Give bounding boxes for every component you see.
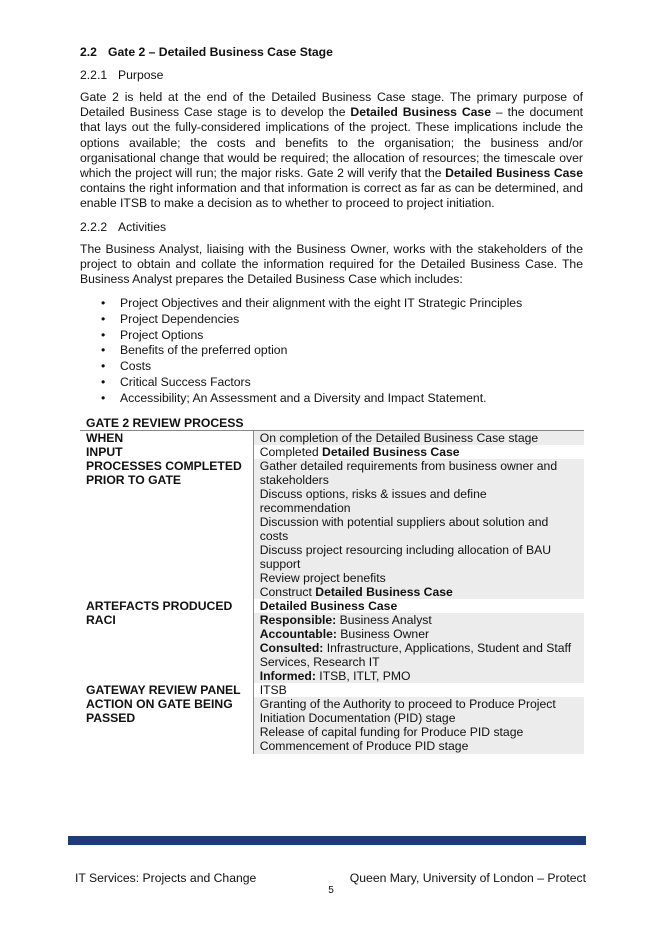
list-item-text: Project Dependencies [120,311,240,326]
raci-text: Business Owner [336,627,430,641]
bullet-icon: • [101,296,106,310]
activities-paragraph: The Business Analyst, liaising with the Business Owner, works with the stakeholders of the project to obtain and collate the information required for the Detailed Business Case. The Business Analyst prepares the Detailed Business Case which includes: [80,242,583,287]
bullet-icon: • [101,327,106,342]
row-label: ARTEFACTS PRODUCED [80,599,253,613]
row-value [253,697,584,754]
input-prefix: Completed [259,445,323,459]
raci-text: ITSB, ITLT, PMO [315,669,411,683]
bullet-icon: • [101,343,106,358]
list-item [80,391,522,407]
raci-accountable [260,627,580,641]
activities-title: Activities [118,220,167,234]
list-item-text: Costs [120,359,152,374]
table-row [80,683,584,697]
purpose-text-3: contains the right information and that information is correct as far as can be determined, and enable ITSB to make a decision as to whether to proceed to project initiation. [80,181,583,211]
list-item [80,359,522,375]
table-row [80,445,584,459]
purpose-heading [80,68,163,82]
table-row [80,697,584,754]
row-value: Detailed Business Case [259,599,398,613]
section-heading [80,45,333,59]
process-line: Discuss options, risks & issues and define recommendation [259,487,487,515]
action-line: Granting of the Authority to proceed to Produce Project Initiation Documentation (PID) stage [259,697,556,725]
list-item [80,312,522,328]
review-table-title: GATE 2 REVIEW PROCESS [86,416,244,430]
process-line: Discussion with potential suppliers about solution and costs [259,515,549,543]
footer-right-text: Queen Mary, University of London – Protect [349,871,586,885]
process-line: Review project benefits [259,571,386,585]
activities-list [80,296,522,407]
row-label: INPUT [80,445,253,459]
row-label: PROCESSES COMPLETED PRIOR TO GATE [80,459,253,599]
input-bold: Detailed Business Case [322,445,460,459]
review-table [80,430,584,754]
row-label: ACTION ON GATE BEING PASSED [80,697,253,754]
table-row [80,459,584,599]
process-prefix: Construct [259,585,316,599]
action-line: Commencement of Produce PID stage [259,739,469,753]
table-row [80,613,584,683]
process-line: Discuss project resourcing including allocation of BAU support [259,543,552,571]
process-line [260,585,580,599]
process-line: Gather detailed requirements from business owner and stakeholders [259,459,558,487]
raci-label: Responsible: [259,613,337,627]
row-value [253,459,584,599]
page-number: 5 [328,885,334,896]
list-item-text: Project Options [120,327,204,342]
process-bold: Detailed Business Case [315,585,453,599]
purpose-text-1: Gate 2 is held at the end of the Detailed Business Case stage. The primary purpose of Detailed Business Case stage is to develop the [80,90,583,120]
activities-heading [80,220,166,234]
list-item [80,328,522,344]
purpose-bold-2: Detailed Business Case [445,166,583,181]
row-value [253,613,584,683]
purpose-bold-1: Detailed Business Case [350,105,491,120]
raci-label: Informed: [259,669,316,683]
list-item-text: Project Objectives and their alignment with the eight IT Strategic Principles [120,296,523,310]
list-item [80,375,522,391]
list-item-text: Accessibility; An Assessment and a Diversity and Impact Statement. [120,390,487,405]
raci-label: Consulted: [259,641,324,655]
list-item-text: Critical Success Factors [120,374,251,389]
raci-label: Accountable: [259,627,337,641]
raci-text: Business Analyst [336,613,432,627]
activities-number: 2.2.2 [80,220,108,234]
section-number: 2.2 [80,45,97,59]
bullet-icon: • [101,374,106,389]
section-title: Gate 2 – Detailed Business Case Stage [108,45,333,59]
purpose-paragraph [80,90,583,212]
bullet-icon: • [101,359,106,374]
purpose-number: 2.2.1 [80,68,108,82]
row-label: RACI [80,613,253,683]
bullet-icon: • [101,311,106,326]
row-value [253,445,584,459]
purpose-text-2: – the document that lays out the fully-considered implications of the project. These implications include the options available; the costs and benefits to the organisation; the business and/or organisational change that would be required; the allocation of resources; the timescale over which the project will run; the major risks. Gate 2 will verify that the [80,105,583,181]
row-label: WHEN [80,431,253,446]
action-line: Release of capital funding for Produce PID stage [259,725,524,739]
raci-text: Infrastructure, Applications, Student and Staff Services, Research IT [259,641,572,669]
table-row [80,599,584,613]
list-item-text: Benefits of the preferred option [120,343,288,358]
footer-bar [68,836,586,845]
footer-left-text: IT Services: Projects and Change [75,871,257,885]
purpose-title: Purpose [118,68,164,82]
table-row [80,431,584,446]
raci-informed [260,669,580,683]
bullet-icon: • [101,390,106,405]
row-value: On completion of the Detailed Business Case stage [253,431,584,446]
row-label: GATEWAY REVIEW PANEL [80,683,253,697]
list-item [80,343,522,359]
raci-consulted [260,641,580,669]
raci-responsible [260,613,580,627]
list-item [80,296,522,312]
row-value: ITSB [259,683,287,697]
